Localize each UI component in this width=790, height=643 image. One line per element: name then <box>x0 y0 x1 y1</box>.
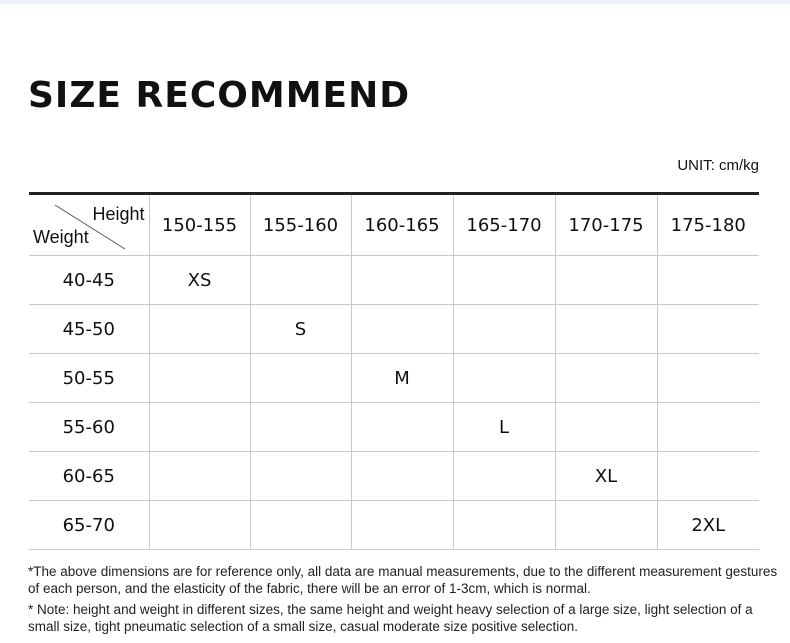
table-row <box>29 354 759 403</box>
size-cell <box>351 256 453 305</box>
unit-label: UNIT: cm/kg <box>677 157 759 174</box>
size-cell <box>149 403 250 452</box>
size-cell <box>657 256 759 305</box>
size-cell <box>250 501 351 550</box>
weight-cell: 55-60 <box>29 403 149 452</box>
weight-cell: 40-45 <box>29 256 149 305</box>
size-cell <box>555 305 657 354</box>
size-cell <box>250 403 351 452</box>
column-header: 175-180 <box>657 194 759 256</box>
size-cell <box>657 305 759 354</box>
table-row <box>29 256 759 305</box>
size-table <box>29 192 759 550</box>
weight-cell: 50-55 <box>29 354 149 403</box>
table-header-row <box>29 194 759 256</box>
size-cell <box>149 305 250 354</box>
top-strip <box>0 0 790 4</box>
size-cell <box>453 501 555 550</box>
size-cell <box>351 305 453 354</box>
weight-cell: 45-50 <box>29 305 149 354</box>
table-row <box>29 452 759 501</box>
weight-cell: 60-65 <box>29 452 149 501</box>
disclaimer-note: *The above dimensions are for reference only, all data are manual measurements, due to the different measurement gestures of each person, and the elasticity of the fabric, there will be an error of 1-3cm, which is normal. <box>28 564 778 596</box>
size-cell <box>453 256 555 305</box>
table-row <box>29 305 759 354</box>
size-cell <box>149 354 250 403</box>
size-cell: M <box>351 354 453 403</box>
size-cell <box>555 354 657 403</box>
size-cell: XS <box>149 256 250 305</box>
column-header: 160-165 <box>351 194 453 256</box>
size-cell: S <box>250 305 351 354</box>
column-header: 150-155 <box>149 194 250 256</box>
column-header: 170-175 <box>555 194 657 256</box>
page-title: SIZE RECOMMEND <box>28 75 411 116</box>
size-cell: L <box>453 403 555 452</box>
corner-header <box>29 194 149 256</box>
size-cell <box>250 354 351 403</box>
size-cell <box>657 354 759 403</box>
size-cell <box>149 501 250 550</box>
weight-axis-label: Weight <box>33 227 89 247</box>
size-cell <box>453 354 555 403</box>
size-cell <box>351 403 453 452</box>
size-cell: XL <box>555 452 657 501</box>
size-cell <box>351 501 453 550</box>
size-cell <box>657 403 759 452</box>
size-cell <box>250 256 351 305</box>
size-cell <box>555 403 657 452</box>
weight-cell: 65-70 <box>29 501 149 550</box>
size-cell: 2XL <box>657 501 759 550</box>
size-cell <box>555 501 657 550</box>
size-cell <box>657 452 759 501</box>
size-cell <box>250 452 351 501</box>
size-cell <box>453 452 555 501</box>
column-header: 155-160 <box>250 194 351 256</box>
size-cell <box>351 452 453 501</box>
column-header: 165-170 <box>453 194 555 256</box>
table-row <box>29 501 759 550</box>
sizing-tip-note: * Note: height and weight in different sizes, the same height and weight heavy selection of a large size, light selection of a small size, tight pneumatic selection of a small size, casual moderate size positive selection. <box>28 602 753 634</box>
size-cell <box>149 452 250 501</box>
table-row <box>29 403 759 452</box>
size-cell <box>453 305 555 354</box>
height-axis-label: Height <box>92 204 145 224</box>
size-cell <box>555 256 657 305</box>
